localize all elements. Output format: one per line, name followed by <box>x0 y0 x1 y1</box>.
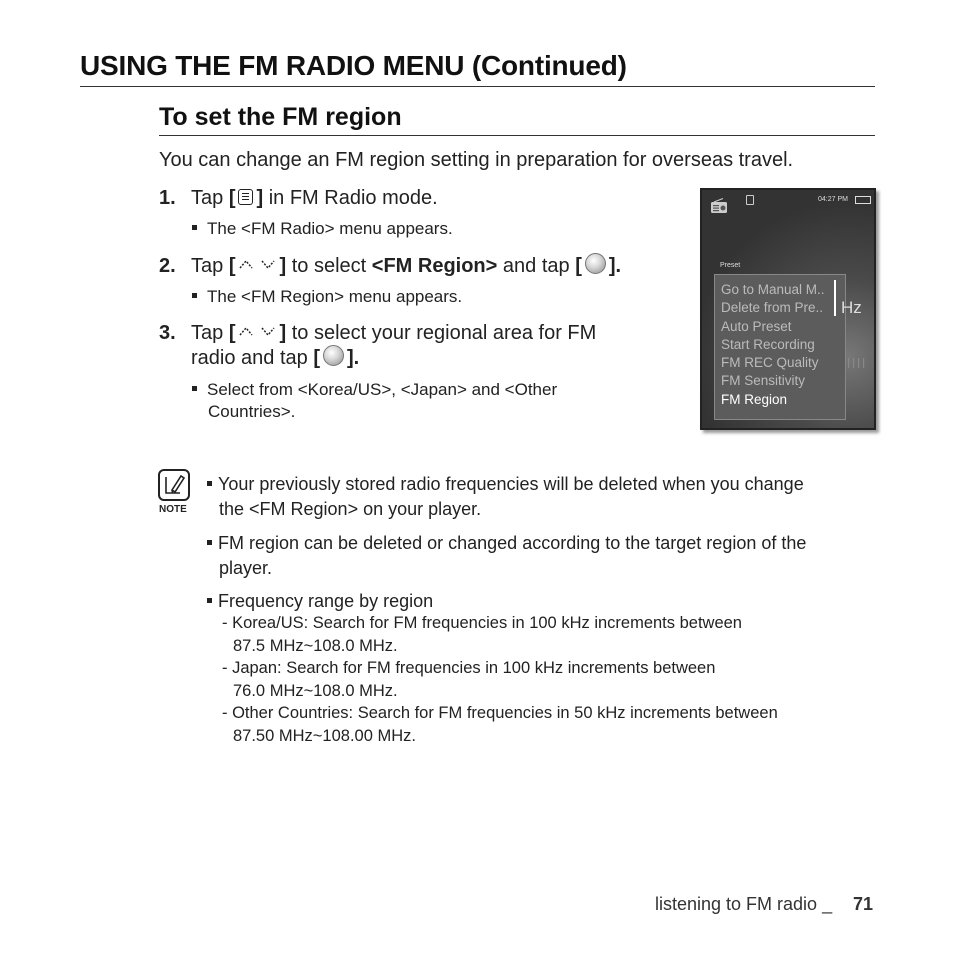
note-bullet-1-line2: the <FM Region> on your player. <box>219 499 482 519</box>
device-menu-item[interactable]: FM Sensitivity <box>721 373 806 389</box>
bullet-square <box>207 540 212 545</box>
step-2: 2. Tap [ ] to select <FM Region> and tap [ ]. <box>159 255 622 277</box>
hold-icon <box>746 195 754 205</box>
device-menu-item[interactable]: Go to Manual M.. <box>721 282 825 297</box>
page-number: 71 <box>853 894 874 914</box>
menu-button-icon <box>238 189 253 205</box>
note-label: NOTE <box>159 504 187 515</box>
up-down-arrows-icon <box>237 324 277 338</box>
region-korea-us: - Korea/US: Search for FM frequencies in 100 kHz increments between <box>222 614 742 632</box>
bullet-square <box>207 481 212 486</box>
title-divider <box>80 86 875 87</box>
device-hz-label: Hz <box>841 298 862 317</box>
up-down-arrows-icon <box>237 257 277 271</box>
device-menu <box>714 274 846 420</box>
device-clock: 04:27 PM <box>818 196 848 203</box>
bullet-square <box>192 386 197 391</box>
region-japan-range: 76.0 MHz~108.0 MHz. <box>233 682 398 700</box>
section-divider <box>159 135 875 136</box>
note-pencil-icon <box>158 469 190 501</box>
step-1: 1. Tap [ ] in FM Radio mode. <box>159 187 438 209</box>
device-menu-item[interactable]: Delete from Pre.. <box>721 300 824 316</box>
radio-icon <box>710 198 728 214</box>
bullet-square <box>207 598 212 603</box>
battery-icon <box>855 196 871 204</box>
region-korea-us-range: 87.5 MHz~108.0 MHz. <box>233 637 398 655</box>
device-scrollbar <box>834 280 836 316</box>
step-3-line2: radio and tap [ ]. <box>191 347 360 369</box>
device-section-label: Preset <box>720 262 741 269</box>
step-number: 3. <box>159 322 176 344</box>
intro-text: You can change an FM region setting in preparation for overseas travel. <box>159 149 794 171</box>
section-title: To set the FM region <box>159 103 402 131</box>
note-bullet-2: FM region can be deleted or changed according to the target region of the <box>207 531 806 556</box>
device-menu-list <box>721 281 833 409</box>
note-bullet-3: Frequency range by region <box>207 589 433 614</box>
note-bullet-2-line2: player. <box>219 558 273 578</box>
step-3-note-line2: Countries>. <box>208 402 296 421</box>
note-bullet-1: Your previously stored radio frequencies will be deleted when you change <box>207 472 804 497</box>
device-menu-item[interactable]: Auto Preset <box>721 318 792 334</box>
device-menu-item[interactable]: Start Recording <box>721 336 815 352</box>
bullet-square <box>192 225 197 230</box>
device-menu-item[interactable]: FM REC Quality <box>721 355 819 371</box>
bullet-square <box>192 293 197 298</box>
region-other: - Other Countries: Search for FM frequencies in 50 kHz increments between <box>222 704 778 722</box>
step-1-note: The <FM Radio> menu appears. <box>192 218 453 240</box>
region-other-range: 87.50 MHz~108.00 MHz. <box>233 727 416 745</box>
select-button-icon <box>323 345 344 366</box>
step-number: 1. <box>159 187 176 209</box>
device-screenshot <box>700 188 876 430</box>
select-button-icon <box>585 253 606 274</box>
device-menu-item[interactable]: FM Region <box>721 391 788 407</box>
footer-section-label: listening to FM radio _ <box>655 894 833 914</box>
step-number: 2. <box>159 255 176 277</box>
step-2-note: The <FM Region> menu appears. <box>192 286 462 308</box>
signal-bars-icon <box>846 355 870 369</box>
region-japan: - Japan: Search for FM frequencies in 100 kHz increments between <box>222 659 716 677</box>
step-3-note: Select from <Korea/US>, <Japan> and <Other <box>192 379 557 401</box>
page-title: USING THE FM RADIO MENU (Continued) <box>80 50 627 81</box>
step-3: 3. Tap [ ] to select your regional area for FM <box>159 322 597 344</box>
